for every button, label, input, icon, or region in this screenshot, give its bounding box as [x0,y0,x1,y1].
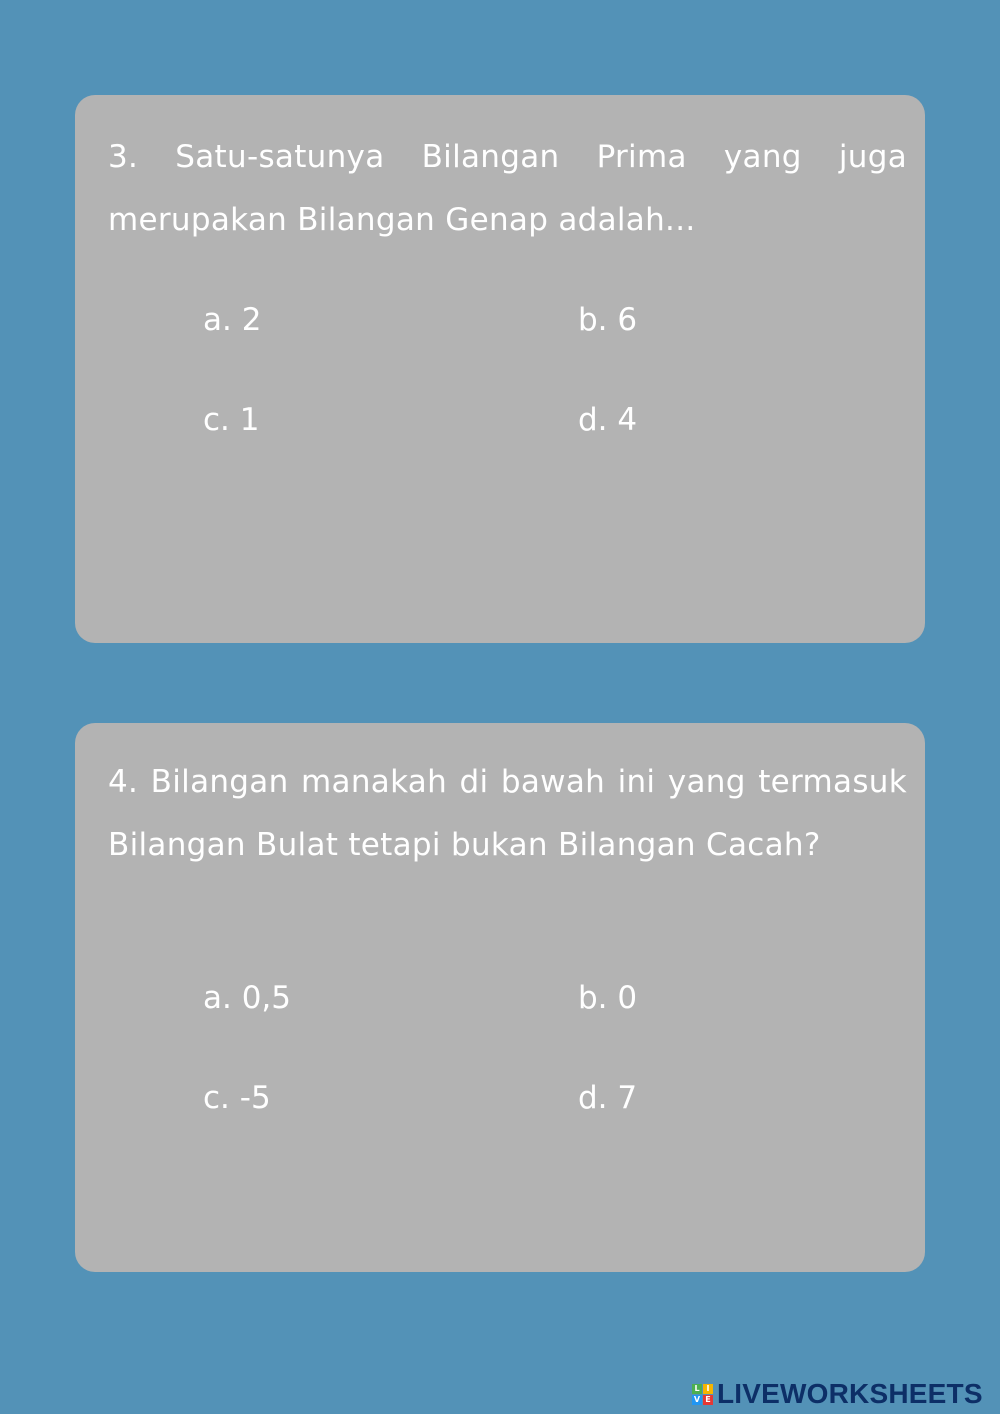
option-a[interactable]: a. 2 [203,302,262,338]
logo-mark-icon [692,1384,713,1405]
option-d[interactable]: d. 7 [578,1080,638,1116]
question-card-3 [75,95,925,643]
logo-mark-letter: L [692,1384,702,1394]
option-b[interactable]: b. 6 [578,302,638,338]
question-text: 4. Bilangan manakah di bawah ini yang termasuk Bilangan Bulat tetapi bukan Bilangan Cacah? [108,764,907,863]
option-d[interactable]: d. 4 [578,402,638,438]
option-b[interactable]: b. 0 [578,980,638,1016]
liveworksheets-logo [692,1378,983,1410]
logo-text: LIVEWORKSHEETS [717,1378,983,1409]
logo-mark-letter: V [693,1394,701,1404]
logo-mark-letter: E [703,1395,713,1405]
option-c[interactable]: c. 1 [203,402,260,438]
question-card-4 [75,723,925,1272]
option-a[interactable]: a. 0,5 [203,980,292,1016]
logo-mark-letter: I [703,1384,713,1394]
option-c[interactable]: c. -5 [203,1080,271,1116]
question-text: 3. Satu-satunya Bilangan Prima yang juga merupakan Bilangan Genap adalah... [108,139,907,238]
